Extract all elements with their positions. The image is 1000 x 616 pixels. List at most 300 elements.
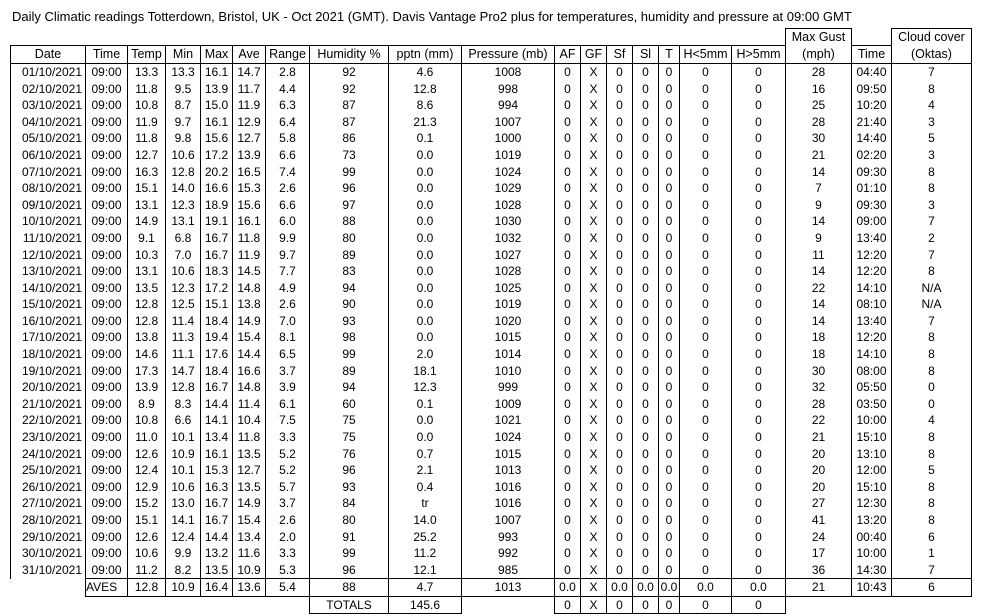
table-cell: 09:00 [86,163,128,180]
table-row [11,562,972,579]
table-cell: 0 [680,113,732,130]
table-cell: 73 [310,147,389,164]
table-cell: 0 [633,313,659,330]
table-row [11,462,972,479]
table-cell: 0 [659,180,680,197]
table-row [11,97,972,114]
table-cell: 0.0 [389,147,462,164]
table-cell: 0 [659,429,680,446]
table-cell: 0.0 [389,196,462,213]
blank-cell [86,29,128,46]
table-cell: 86 [310,130,389,147]
table-cell: 16 [786,80,852,97]
table-cell: 0 [607,213,633,230]
table-cell: 0 [633,495,659,512]
table-cell: 0 [680,230,732,247]
blank-cell [852,29,892,46]
table-cell: 10.9 [233,562,266,579]
table-cell: 0 [732,545,786,562]
table-cell: X [581,445,607,462]
table-cell: 05:50 [852,379,892,396]
table-cell: 15.1 [128,512,166,529]
table-cell: 1021 [462,412,555,429]
table-row [11,346,972,363]
table-cell: 1025 [462,279,555,296]
table-cell: 2.6 [266,296,310,313]
table-cell: 36 [786,562,852,579]
header-cell: H<5mm [680,46,732,64]
totals-pptn: 145.6 [389,596,462,614]
table-cell: 30 [786,130,852,147]
table-cell: 7.0 [166,246,201,263]
table-cell: 12/10/2021 [11,246,86,263]
table-cell: 11.2 [128,562,166,579]
table-cell: 0 [633,130,659,147]
table-cell: 0 [607,246,633,263]
table-cell: 08:10 [852,296,892,313]
table-cell: 41 [786,512,852,529]
table-cell: 0 [607,545,633,562]
table-cell: 0 [633,329,659,346]
table-cell: 12.4 [166,528,201,545]
table-cell: 0 [680,479,732,496]
totals-row [11,596,972,614]
header-cell: Humidity % [310,46,389,64]
table-cell: 2 [892,230,972,247]
table-cell: 88 [310,213,389,230]
table-cell: 0 [659,329,680,346]
table-cell: 15/10/2021 [11,296,86,313]
table-cell: 0 [732,512,786,529]
blank-cell [607,29,633,46]
table-cell: 0 [680,263,732,280]
table-cell: 0.0 [389,429,462,446]
table-cell: 1008 [462,63,555,80]
table-cell: 99 [310,346,389,363]
table-cell: 2.8 [266,63,310,80]
table-cell: 16.3 [201,479,233,496]
table-row [11,180,972,197]
table-cell: 4.4 [266,80,310,97]
table-cell: 93 [310,313,389,330]
blank-cell [11,29,86,46]
table-cell: 96 [310,462,389,479]
table-cell: 0 [607,163,633,180]
table-cell: 0 [732,130,786,147]
table-cell: 19/10/2021 [11,362,86,379]
table-cell: 6.5 [266,346,310,363]
table-cell: 01:10 [852,180,892,197]
table-cell: 8 [892,429,972,446]
table-cell: 8.9 [128,396,166,413]
table-cell: 0 [659,362,680,379]
table-cell: 0 [633,512,659,529]
table-cell: 0.7 [389,445,462,462]
table-cell: 99 [310,545,389,562]
table-cell: 80 [310,230,389,247]
table-cell: 13:10 [852,445,892,462]
table-cell: 14.7 [166,362,201,379]
table-cell: 0 [555,462,581,479]
table-cell: 11.6 [233,545,266,562]
table-cell: 8 [892,80,972,97]
table-cell: 22 [786,279,852,296]
table-cell: 11.9 [233,97,266,114]
table-cell: 8 [892,346,972,363]
table-cell: 15.1 [201,296,233,313]
header-cloud-cover: Cloud cover [892,29,972,46]
table-cell: 0 [659,196,680,213]
table-cell: 0 [680,445,732,462]
header-cell: Sl [633,46,659,64]
header-cell: Time [852,46,892,64]
table-cell: 14:10 [852,279,892,296]
table-cell: 21 [786,147,852,164]
table-cell: 0 [680,562,732,579]
table-cell: 0 [607,279,633,296]
table-cell: 0 [659,246,680,263]
table-cell: 87 [310,97,389,114]
table-cell: 03:50 [852,396,892,413]
table-cell: 5.8 [266,130,310,147]
table-cell: 75 [310,412,389,429]
table-cell: 0 [607,396,633,413]
table-row [11,313,972,330]
table-cell: 18 [786,329,852,346]
table-cell: 0 [555,528,581,545]
table-cell: 0.1 [389,130,462,147]
table-cell: 09:00 [86,246,128,263]
average-cell: 4.7 [389,579,462,597]
table-cell: 16.5 [233,163,266,180]
table-cell: 6.3 [266,97,310,114]
totals-cell: 0 [659,596,680,614]
table-cell: 0 [732,495,786,512]
table-cell: 0 [607,346,633,363]
table-cell: 0 [732,412,786,429]
table-cell: 10:00 [852,412,892,429]
table-cell: 09:00 [86,495,128,512]
table-cell: 0 [659,113,680,130]
totals-cell: 0 [732,596,786,614]
table-cell: 28 [786,396,852,413]
table-cell: 6.6 [266,147,310,164]
table-cell: 13:40 [852,230,892,247]
table-cell: 0 [732,313,786,330]
table-cell: 0 [659,545,680,562]
table-cell: 11.4 [233,396,266,413]
table-cell: 14.6 [128,346,166,363]
table-cell: 0 [555,313,581,330]
table-cell: 0 [732,528,786,545]
table-cell: 0 [680,97,732,114]
average-cell: 0.0 [680,579,732,597]
table-cell: 16.1 [201,445,233,462]
table-cell: 12.8 [128,296,166,313]
totals-cell: X [581,596,607,614]
table-cell: 4.9 [266,279,310,296]
header-cell: Time [86,46,128,64]
table-cell: 19.1 [201,213,233,230]
table-cell: 09:00 [86,263,128,280]
table-cell: 13.0 [166,495,201,512]
table-cell: 0 [732,180,786,197]
table-cell: 20 [786,462,852,479]
table-cell: 0 [680,279,732,296]
table-cell: 60 [310,396,389,413]
table-cell: 0 [633,113,659,130]
table-cell: 4 [892,412,972,429]
table-cell: 0.4 [389,479,462,496]
header-cell: Min [166,46,201,64]
table-cell: 17 [786,545,852,562]
table-cell: 0 [732,362,786,379]
table-cell: 20 [786,479,852,496]
header-cell: Sf [607,46,633,64]
table-cell: 0 [555,445,581,462]
average-cell: 0.0 [659,579,680,597]
table-cell: 0 [607,379,633,396]
table-cell: 04/10/2021 [11,113,86,130]
table-cell: 7 [892,213,972,230]
table-cell: 9 [786,230,852,247]
table-cell: 14.4 [201,528,233,545]
table-cell: 15.2 [128,495,166,512]
table-cell: 09:00 [86,512,128,529]
table-cell: 10:20 [852,97,892,114]
table-cell: X [581,147,607,164]
header-row-top [11,29,972,46]
table-cell: 92 [310,80,389,97]
table-cell: 0 [633,80,659,97]
table-cell: 11.8 [233,429,266,446]
table-cell: 0 [680,462,732,479]
totals-cell: 0 [680,596,732,614]
table-cell: 0 [607,495,633,512]
table-cell: 0 [659,63,680,80]
table-cell: 10.6 [166,147,201,164]
table-cell: 26/10/2021 [11,479,86,496]
table-cell: 18.4 [201,313,233,330]
table-cell: 01/10/2021 [11,63,86,80]
table-cell: 1028 [462,196,555,213]
table-cell: 94 [310,279,389,296]
table-cell: 0 [607,196,633,213]
average-cell: 0.0 [633,579,659,597]
table-cell: 9.1 [128,230,166,247]
table-cell: X [581,263,607,280]
totals-label: TOTALS [310,596,389,614]
table-cell: 1027 [462,246,555,263]
table-cell: 21:40 [852,113,892,130]
table-cell: 12.7 [233,130,266,147]
table-cell: 0 [680,63,732,80]
table-cell: 0 [555,495,581,512]
table-cell: 9.7 [266,246,310,263]
table-cell: 09:00 [852,213,892,230]
blank-cell [732,29,786,46]
table-cell: 0 [680,396,732,413]
table-cell: 09:50 [852,80,892,97]
blank-cell [555,29,581,46]
blank-cell [128,596,166,614]
table-cell: 31/10/2021 [11,562,86,579]
table-cell: X [581,180,607,197]
blank-cell [266,596,310,614]
table-cell: 0 [732,246,786,263]
table-cell: 0 [680,545,732,562]
table-cell: 0 [680,163,732,180]
table-cell: 10.6 [166,479,201,496]
table-cell: 12:30 [852,495,892,512]
table-cell: 0 [732,479,786,496]
table-cell: 12.6 [128,445,166,462]
table-cell: X [581,379,607,396]
table-cell: 15.4 [233,512,266,529]
table-row [11,230,972,247]
table-cell: 3.7 [266,362,310,379]
table-cell: 1016 [462,495,555,512]
table-cell: 0 [892,396,972,413]
table-cell: 80 [310,512,389,529]
table-cell: 12.6 [128,528,166,545]
table-cell: 0 [607,313,633,330]
table-cell: 3 [892,113,972,130]
table-cell: 6.0 [266,213,310,230]
table-cell: 0 [607,479,633,496]
average-cell: 0.0 [555,579,581,597]
average-cell: 1013 [462,579,555,597]
table-cell: 15.3 [233,180,266,197]
table-cell: 17.3 [128,362,166,379]
table-cell: 0 [680,429,732,446]
table-cell: 09:00 [86,230,128,247]
table-cell: X [581,196,607,213]
table-cell: 0 [555,113,581,130]
climate-table [10,28,972,614]
table-cell: 0 [633,346,659,363]
table-cell: 18.9 [201,196,233,213]
table-cell: 13.4 [201,429,233,446]
table-cell: tr [389,495,462,512]
table-cell: X [581,528,607,545]
table-cell: 0 [555,213,581,230]
table-cell: 1 [892,545,972,562]
table-cell: 28 [786,113,852,130]
table-cell: 15.6 [201,130,233,147]
average-cell: 16.4 [201,579,233,597]
table-cell: X [581,462,607,479]
table-cell: 5.2 [266,445,310,462]
table-cell: 0 [732,163,786,180]
table-cell: 02:20 [852,147,892,164]
table-cell: 0 [607,230,633,247]
table-cell: 13.3 [128,63,166,80]
table-cell: 0 [892,379,972,396]
table-cell: 0 [633,213,659,230]
table-cell: 10.9 [166,445,201,462]
page-title: Daily Climatic readings Totterdown, Bristol, UK - Oct 2021 (GMT). Davis Vantage Pro2 plus for temperatures, humidity and pressure at 09:00 GMT [12,9,852,24]
table-cell: 0 [555,545,581,562]
table-cell: 0 [633,296,659,313]
average-cell: 10.9 [166,579,201,597]
table-cell: 0 [732,396,786,413]
table-cell: 16/10/2021 [11,313,86,330]
table-cell: 0 [680,313,732,330]
table-cell: 8.1 [266,329,310,346]
table-cell: 0.0 [389,412,462,429]
table-cell: 6.6 [166,412,201,429]
table-cell: 13.9 [233,147,266,164]
table-cell: 0 [680,362,732,379]
table-cell: 0 [633,180,659,197]
blank-cell [680,29,732,46]
table-cell: 14:30 [852,562,892,579]
table-cell: 10:00 [852,545,892,562]
table-cell: 20/10/2021 [11,379,86,396]
table-cell: 3.7 [266,495,310,512]
table-cell: 0 [555,479,581,496]
average-cell: 0.0 [732,579,786,597]
table-cell: 12.7 [128,147,166,164]
table-cell: 16.7 [201,512,233,529]
table-cell: 0 [732,279,786,296]
table-cell: 0 [732,147,786,164]
table-cell: 87 [310,113,389,130]
table-cell: 0.0 [389,279,462,296]
table-cell: 0 [659,346,680,363]
table-cell: 3 [892,196,972,213]
table-cell: 0 [633,479,659,496]
table-cell: 5.7 [266,479,310,496]
table-cell: 1000 [462,130,555,147]
table-cell: 2.0 [389,346,462,363]
table-cell: 0 [680,180,732,197]
table-cell: 06/10/2021 [11,147,86,164]
table-cell: 7 [892,313,972,330]
table-cell: 994 [462,97,555,114]
table-cell: 14.0 [166,180,201,197]
table-cell: N/A [892,279,972,296]
table-cell: 0 [680,512,732,529]
table-cell: 4.6 [389,63,462,80]
table-cell: 992 [462,545,555,562]
table-cell: 11 [786,246,852,263]
table-cell: 13.4 [233,528,266,545]
table-cell: 0 [633,379,659,396]
table-cell: 2.6 [266,180,310,197]
blank-cell [166,29,201,46]
table-cell: 0 [732,445,786,462]
table-cell: 15:10 [852,479,892,496]
table-cell: 09:00 [86,528,128,545]
blank-cell [633,29,659,46]
table-cell: 1028 [462,263,555,280]
table-cell: 09/10/2021 [11,196,86,213]
table-cell: 0.0 [389,180,462,197]
table-cell: 0 [732,63,786,80]
table-cell: 09:00 [86,362,128,379]
table-cell: 13:20 [852,512,892,529]
table-cell: 0 [680,213,732,230]
table-cell: 985 [462,562,555,579]
table-cell: 10.8 [128,97,166,114]
table-cell: 0 [607,362,633,379]
table-cell: 999 [462,379,555,396]
table-cell: X [581,545,607,562]
table-cell: 0 [555,346,581,363]
table-cell: 0 [732,196,786,213]
